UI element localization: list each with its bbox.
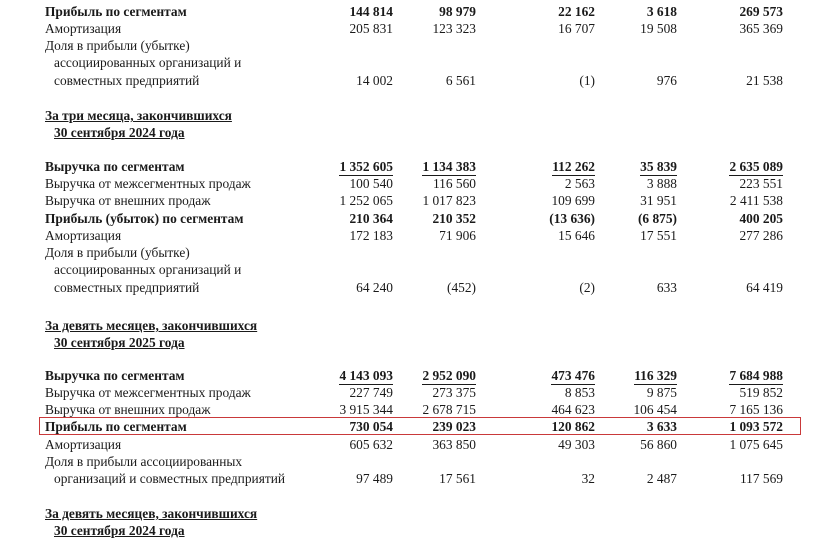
table-row bbox=[0, 470, 823, 487]
cell: 16 707 bbox=[558, 21, 595, 36]
cell: 273 375 bbox=[432, 385, 476, 400]
cell: 464 623 bbox=[551, 402, 595, 417]
table-row bbox=[0, 37, 823, 54]
row-label: Амортизация bbox=[45, 437, 122, 452]
cell: 2 411 538 bbox=[729, 193, 783, 208]
row-label: Прибыль по сегментам bbox=[45, 4, 187, 19]
cell: 123 323 bbox=[432, 21, 476, 36]
table-row bbox=[0, 367, 823, 384]
cell: 3 915 344 bbox=[339, 402, 393, 417]
row-label: Выручка от межсегментных продаж bbox=[45, 176, 251, 191]
cell: 223 551 bbox=[739, 176, 783, 191]
cell: 21 538 bbox=[746, 73, 783, 88]
cell: 519 852 bbox=[739, 385, 783, 400]
cell: 117 569 bbox=[739, 471, 783, 486]
table-row bbox=[0, 210, 823, 227]
table-row bbox=[0, 192, 823, 209]
cell: 605 632 bbox=[349, 437, 393, 452]
table-row bbox=[0, 401, 823, 418]
table-row bbox=[0, 244, 823, 261]
row-label: ассоциированных организаций и bbox=[54, 262, 242, 277]
cell: 2 678 715 bbox=[422, 402, 476, 417]
cell: 8 853 bbox=[564, 385, 595, 400]
row-label: совместных предприятий bbox=[54, 280, 200, 295]
cell: 1 093 572 bbox=[729, 419, 783, 434]
row-label: Выручка от внешних продаж bbox=[45, 193, 211, 208]
cell: 3 618 bbox=[646, 4, 677, 19]
row-label: организаций и совместных предприятий bbox=[54, 471, 286, 486]
cell: 116 329 bbox=[634, 368, 677, 383]
row-label: Доля в прибыли (убытке) bbox=[45, 245, 190, 260]
cell: 473 476 bbox=[551, 368, 595, 383]
cell: 205 831 bbox=[349, 21, 393, 36]
row-label: Прибыль (убыток) по сегментам bbox=[45, 211, 244, 226]
cell: 109 699 bbox=[551, 193, 595, 208]
cell: 269 573 bbox=[739, 4, 783, 19]
cell: 3 888 bbox=[646, 176, 677, 191]
section-heading: 30 сентября 2025 года bbox=[54, 335, 185, 350]
cell: 116 560 bbox=[432, 176, 476, 191]
cell: 277 286 bbox=[739, 228, 783, 243]
cell: 1 252 065 bbox=[339, 193, 393, 208]
table-row bbox=[0, 72, 823, 89]
cell: 9 875 bbox=[646, 385, 677, 400]
row-label: Выручка от внешних продаж bbox=[45, 402, 211, 417]
row-label: Амортизация bbox=[45, 21, 122, 36]
row-label: Выручка по сегментам bbox=[45, 368, 185, 383]
cell: 97 489 bbox=[356, 471, 393, 486]
table-row bbox=[0, 20, 823, 37]
cell: 64 419 bbox=[746, 280, 783, 295]
cell: 100 540 bbox=[349, 176, 393, 191]
cell: 210 364 bbox=[349, 211, 393, 226]
cell: 172 183 bbox=[349, 228, 393, 243]
cell: 35 839 bbox=[640, 159, 677, 174]
table-row bbox=[0, 54, 823, 71]
section-heading: За девять месяцев, закончившихся bbox=[45, 318, 258, 333]
cell: 71 906 bbox=[439, 228, 476, 243]
cell: 14 002 bbox=[356, 73, 393, 88]
table-row bbox=[0, 158, 823, 175]
cell: 98 979 bbox=[439, 4, 476, 19]
table-row bbox=[0, 261, 823, 278]
cell: 1 352 605 bbox=[339, 159, 393, 174]
row-label: ассоциированных организаций и bbox=[54, 55, 242, 70]
cell: 400 205 bbox=[739, 211, 783, 226]
row-label: Выручка от межсегментных продаж bbox=[45, 385, 251, 400]
cell: 2 952 090 bbox=[422, 368, 476, 383]
cell: (6 875) bbox=[637, 211, 677, 226]
cell: 1 075 645 bbox=[729, 437, 783, 452]
cell: 2 635 089 bbox=[729, 159, 783, 174]
section-heading: 30 сентября 2024 года bbox=[54, 125, 185, 140]
cell: 365 369 bbox=[739, 21, 783, 36]
section-heading: 30 сентября 2024 года bbox=[54, 523, 185, 538]
cell: 2 563 bbox=[564, 176, 595, 191]
cell: 17 551 bbox=[640, 228, 677, 243]
cell: 22 162 bbox=[558, 4, 595, 19]
row-label: совместных предприятий bbox=[54, 73, 200, 88]
cell: 633 bbox=[656, 280, 677, 295]
cell: 112 262 bbox=[552, 159, 595, 174]
cell: 144 814 bbox=[349, 4, 393, 19]
cell: 15 646 bbox=[558, 228, 595, 243]
cell: (2) bbox=[579, 280, 595, 295]
section-heading: За три месяца, закончившихся bbox=[45, 108, 232, 123]
table-row bbox=[0, 175, 823, 192]
cell: 1 017 823 bbox=[422, 193, 476, 208]
cell: 976 bbox=[656, 73, 677, 88]
cell: 7 684 988 bbox=[729, 368, 783, 383]
cell: 49 303 bbox=[558, 437, 595, 452]
section-heading: За девять месяцев, закончившихся bbox=[45, 506, 258, 521]
cell: 106 454 bbox=[633, 402, 677, 417]
table-row bbox=[0, 436, 823, 453]
row-label: Амортизация bbox=[45, 228, 122, 243]
cell: 2 487 bbox=[646, 471, 677, 486]
cell: 17 561 bbox=[439, 471, 476, 486]
cell: 4 143 093 bbox=[339, 368, 393, 383]
table-row bbox=[0, 384, 823, 401]
row-label: Выручка по сегментам bbox=[45, 159, 185, 174]
cell: 210 352 bbox=[432, 211, 476, 226]
cell: 31 951 bbox=[640, 193, 677, 208]
cell: 1 134 383 bbox=[422, 159, 476, 174]
cell: 730 054 bbox=[349, 419, 393, 434]
cell: 7 165 136 bbox=[729, 402, 783, 417]
cell: 56 860 bbox=[640, 437, 677, 452]
cell: 120 862 bbox=[551, 419, 595, 434]
cell: (452) bbox=[446, 280, 476, 295]
cell: 32 bbox=[581, 471, 595, 486]
cell: 19 508 bbox=[640, 21, 677, 36]
cell: 64 240 bbox=[356, 280, 393, 295]
cell: 239 023 bbox=[432, 419, 476, 434]
cell: (13 636) bbox=[549, 211, 595, 226]
cell: 3 633 bbox=[646, 419, 677, 434]
table-row bbox=[0, 3, 823, 20]
row-label: Доля в прибыли ассоциированных bbox=[45, 454, 243, 469]
row-label: Доля в прибыли (убытке) bbox=[45, 38, 190, 53]
cell: (1) bbox=[579, 73, 595, 88]
table-row-highlighted bbox=[0, 418, 823, 435]
table-row bbox=[0, 227, 823, 244]
cell: 227 749 bbox=[349, 385, 393, 400]
row-label: Прибыль по сегментам bbox=[45, 419, 187, 434]
table-row bbox=[0, 279, 823, 296]
cell: 363 850 bbox=[432, 437, 476, 452]
table-row bbox=[0, 453, 823, 470]
cell: 6 561 bbox=[445, 73, 476, 88]
